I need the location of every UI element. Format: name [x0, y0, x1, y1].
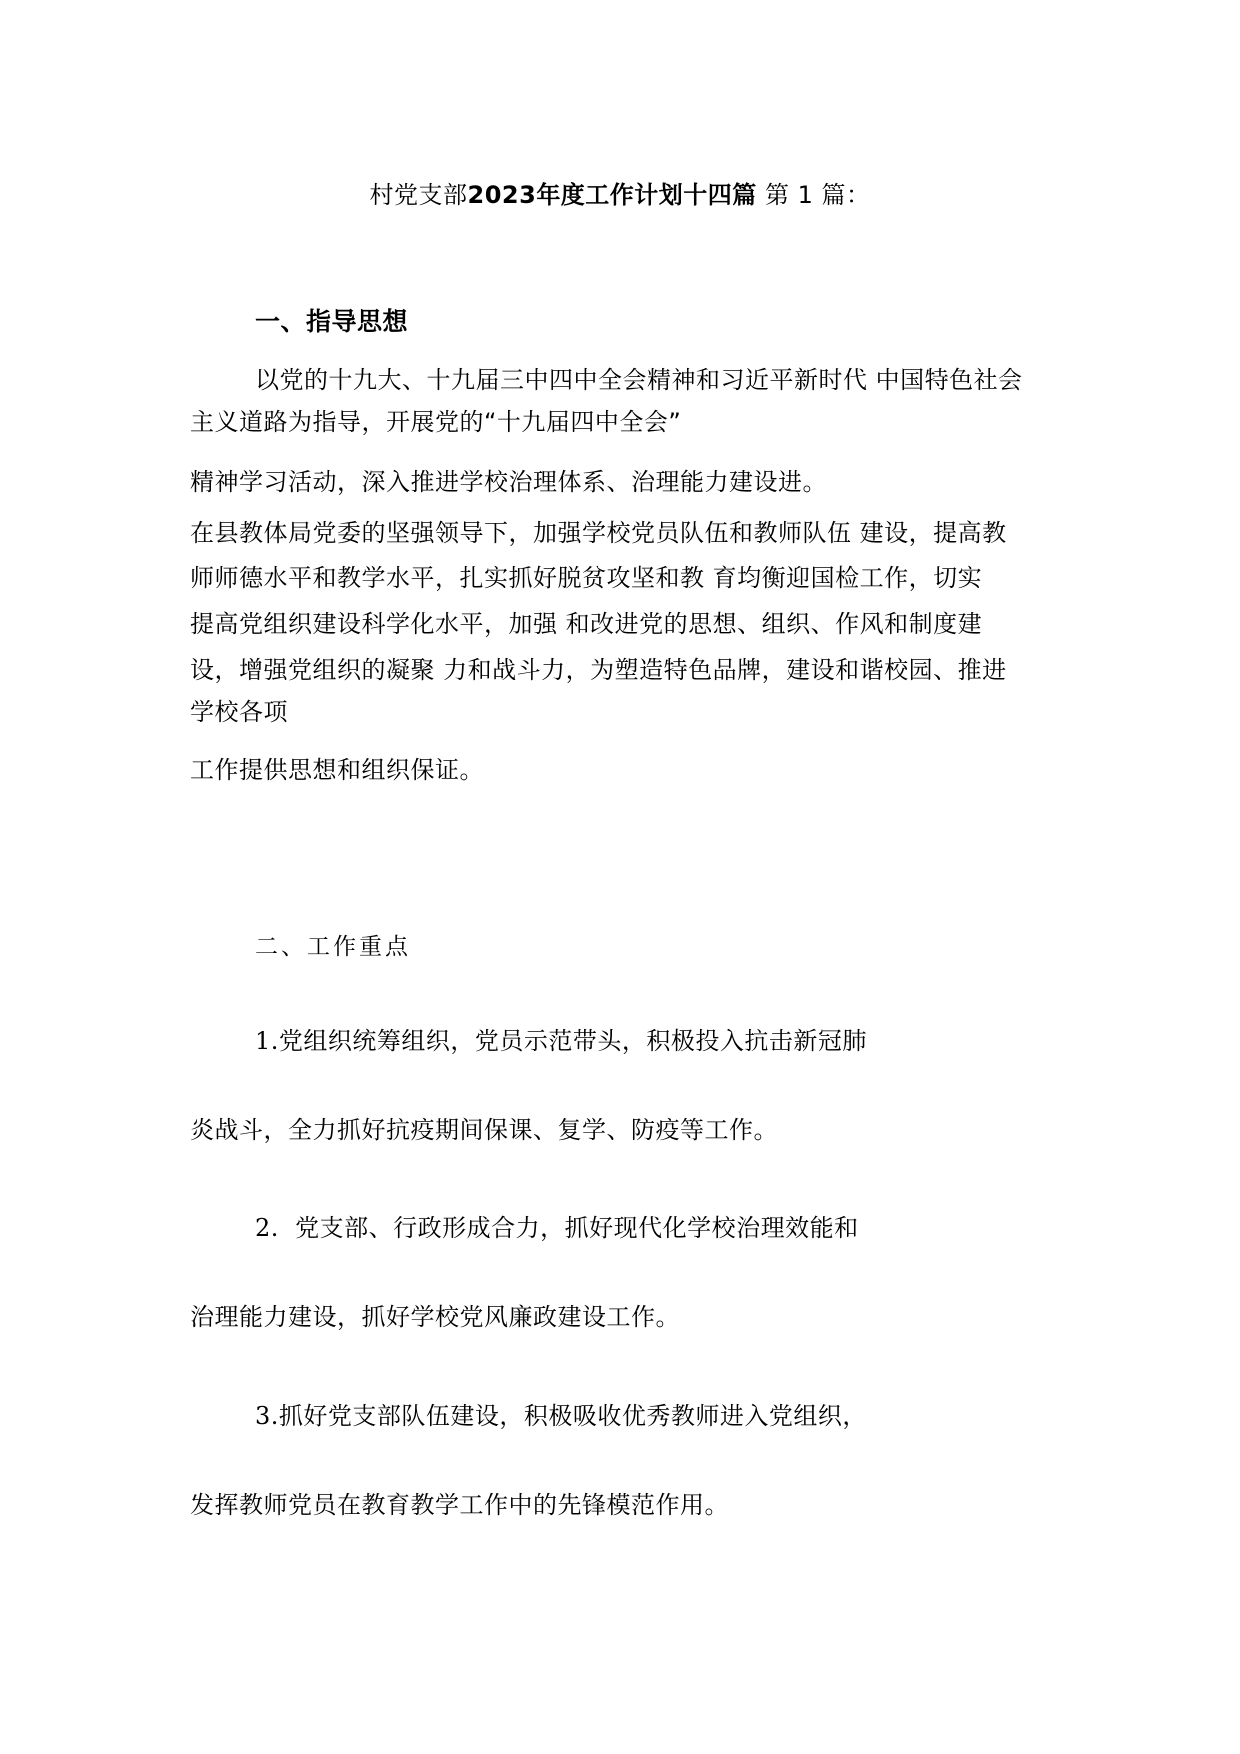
- list-item-2-number: 2.: [255, 1214, 279, 1242]
- list-item-2-first: [255, 1213, 859, 1243]
- section2-heading: 二、工作重点: [255, 934, 411, 960]
- list-item-3-first: [255, 1401, 867, 1431]
- document-title: [0, 180, 1240, 210]
- list-item-2-text: 党支部、行政形成合力，抓好现代化学校治理效能和: [278, 1214, 859, 1242]
- section1-heading: 一、指导思想: [255, 307, 409, 336]
- list-item-3-number: 3.: [255, 1402, 279, 1430]
- section1-line-4: 师师德水平和教学水平，扎实抓好脱贫攻坚和教 育均衡迎国检工作，切实: [190, 564, 983, 592]
- list-item-1-second: 炎战斗，全力抓好抗疫期间保课、复学、防疫等工作。: [190, 1116, 778, 1144]
- section1-line-1: 主义道路为指导，开展党的“十九届四中全会”: [190, 408, 682, 436]
- section1-line-5: 提高党组织建设科学化水平，加强 和改进党的思想、组织、作风和制度建: [190, 610, 983, 638]
- section1-line-7: 学校各项: [190, 698, 288, 726]
- list-item-1-text: 党组织统筹组织，党员示范带头，积极投入抗击新冠肺: [278, 1027, 867, 1055]
- section1-line-3: 在县教体局党委的坚强领导下，加强学校党员队伍和教师队伍 建设，提高教: [190, 519, 1007, 547]
- list-item-1-first: [255, 1026, 867, 1056]
- section1-line-0: 以党的十九大、十九届三中四中全会精神和习近平新时代 中国特色社会: [255, 366, 1023, 394]
- title-main: 2023年度工作计划十四篇: [467, 181, 757, 209]
- section1-line-8: 工作提供思想和组织保证。: [190, 756, 484, 784]
- list-item-3-text: 抓好党支部队伍建设，积极吸收优秀教师进入党组织，: [278, 1402, 867, 1430]
- list-item-2-second: 治理能力建设，抓好学校党风廉政建设工作。: [190, 1303, 680, 1331]
- section1-line-2: 精神学习活动，深入推进学校治理体系、治理能力建设进。: [190, 468, 827, 496]
- list-item-3-second: 发挥教师党员在教育教学工作中的先锋模范作用。: [190, 1491, 729, 1519]
- title-suffix: 第 1 篇：: [756, 181, 871, 209]
- section1-line-6: 设，增强党组织的凝聚 力和战斗力，为塑造特色品牌，建设和谐校园、推进: [190, 656, 1007, 684]
- title-prefix: 村党支部: [369, 181, 468, 209]
- list-item-1-number: 1.: [255, 1027, 279, 1055]
